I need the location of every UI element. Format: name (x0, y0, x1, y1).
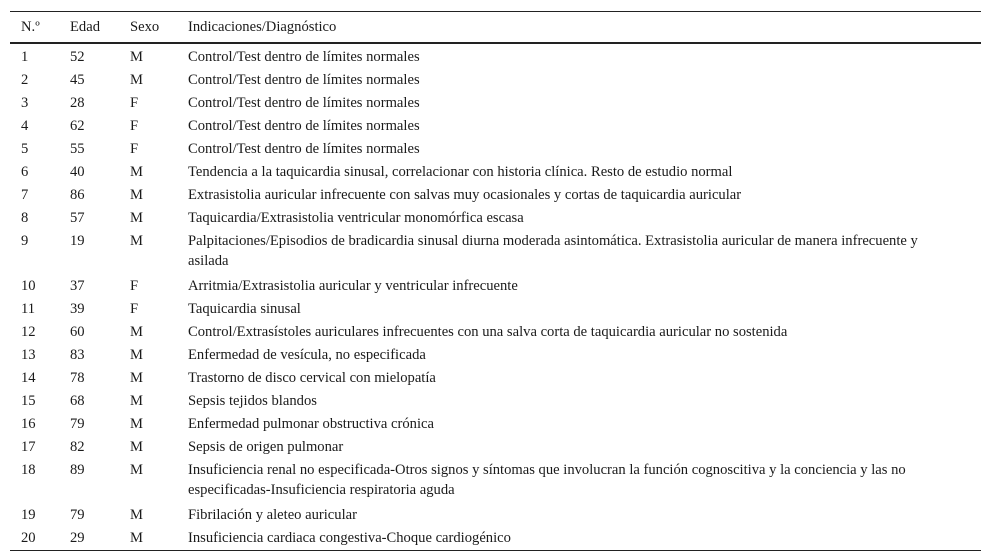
diagnostico-text: Control/Test dentro de límites normales (188, 95, 420, 111)
diagnostico-text: Control/Test dentro de límites normales (188, 49, 420, 65)
cell-diagnostico (188, 207, 981, 230)
diagnostico-text: Enfermedad de vesícula, no especificada (188, 347, 426, 363)
cell-diagnostico (188, 230, 981, 275)
diagnostico-text: Arritmia/Extrasistolia auricular y ventricular infrecuente (188, 278, 518, 294)
cell-edad: 37 (70, 278, 85, 294)
cell-edad: 79 (70, 507, 85, 523)
cell-sexo: F (130, 95, 139, 111)
cell-diagnostico (188, 459, 981, 504)
table-row (10, 390, 981, 413)
cell-num: 5 (21, 141, 29, 157)
cell-diagnostico (188, 115, 981, 138)
cell-sexo: M (130, 210, 143, 226)
cell-num: 13 (21, 347, 36, 363)
table-row (10, 504, 981, 527)
cell-sexo: M (130, 439, 143, 455)
patients-table (10, 11, 981, 551)
cell-num: 6 (21, 164, 29, 180)
table-row (10, 367, 981, 390)
diagnostico-text: Extrasistolia auricular infrecuente con salvas muy ocasionales y cortas de taquicardia auricular (188, 187, 742, 203)
cell-diagnostico (188, 321, 981, 344)
table-row (10, 344, 981, 367)
patients-table-container (10, 11, 981, 551)
cell-sexo: M (130, 370, 143, 386)
diagnostico-text: Taquicardia/Extrasistolia ventricular monomórfica escasa (188, 210, 524, 226)
cell-sexo: F (130, 141, 139, 157)
cell-edad: 40 (70, 164, 85, 180)
cell-num: 2 (21, 72, 29, 88)
table-row (10, 275, 981, 298)
table-row (10, 459, 981, 504)
cell-edad: 29 (70, 530, 85, 546)
cell-sexo: M (130, 233, 143, 249)
diagnostico-text: Tendencia a la taquicardia sinusal, correlacionar con historia clínica. Resto de estudio normal (188, 164, 733, 180)
cell-sexo: M (130, 393, 143, 409)
cell-sexo: F (130, 118, 139, 134)
cell-diagnostico (188, 69, 981, 92)
table-body (10, 43, 981, 551)
table-row (10, 69, 981, 92)
cell-sexo: M (130, 164, 143, 180)
cell-num: 3 (21, 95, 29, 111)
cell-diagnostico (188, 275, 981, 298)
cell-num: 9 (21, 233, 29, 249)
cell-num: 19 (21, 507, 36, 523)
header-sexo: Sexo (130, 19, 160, 35)
diagnostico-text: Fibrilación y aleteo auricular (188, 507, 357, 523)
cell-diagnostico (188, 527, 981, 551)
cell-diagnostico (188, 367, 981, 390)
table-row (10, 413, 981, 436)
table-row (10, 298, 981, 321)
header-diagnostico: Indicaciones/Diagnóstico (188, 19, 337, 35)
cell-num: 1 (21, 49, 29, 65)
cell-edad: 52 (70, 49, 85, 65)
cell-num: 15 (21, 393, 36, 409)
cell-sexo: M (130, 187, 143, 203)
cell-sexo: M (130, 72, 143, 88)
diagnostico-text: Sepsis tejidos blandos (188, 393, 317, 409)
cell-edad: 60 (70, 324, 85, 340)
diagnostico-text: Taquicardia sinusal (188, 301, 301, 317)
cell-edad: 89 (70, 462, 85, 478)
cell-diagnostico (188, 413, 981, 436)
cell-diagnostico (188, 43, 981, 69)
cell-sexo: F (130, 278, 139, 294)
cell-edad: 45 (70, 72, 85, 88)
cell-num: 14 (21, 370, 36, 386)
cell-edad: 28 (70, 95, 85, 111)
cell-num: 20 (21, 530, 36, 546)
cell-num: 12 (21, 324, 36, 340)
cell-edad: 62 (70, 118, 85, 134)
cell-diagnostico (188, 298, 981, 321)
cell-diagnostico (188, 504, 981, 527)
cell-edad: 68 (70, 393, 85, 409)
table-row (10, 184, 981, 207)
table-row (10, 43, 981, 69)
diagnostico-text: Control/Test dentro de límites normales (188, 72, 420, 88)
diagnostico-text: Insuficiencia renal no especificada-Otros signos y síntomas que involucran la función cognoscitiva y la conciencia y las no especificadas-Insuficiencia respiratoria aguda (188, 462, 906, 498)
table-row (10, 115, 981, 138)
cell-diagnostico (188, 344, 981, 367)
cell-edad: 57 (70, 210, 85, 226)
cell-edad: 55 (70, 141, 85, 157)
cell-sexo: F (130, 301, 139, 317)
diagnostico-text: Sepsis de origen pulmonar (188, 439, 344, 455)
cell-diagnostico (188, 390, 981, 413)
header-edad: Edad (70, 19, 100, 35)
cell-sexo: M (130, 530, 143, 546)
cell-edad: 78 (70, 370, 85, 386)
cell-edad: 19 (70, 233, 85, 249)
cell-edad: 86 (70, 187, 85, 203)
table-row (10, 436, 981, 459)
diagnostico-text: Insuficiencia cardiaca congestiva-Choque cardiogénico (188, 530, 511, 546)
cell-sexo: M (130, 347, 143, 363)
diagnostico-text: Palpitaciones/Episodios de bradicardia sinusal diurna moderada asintomática. Extrasistolia auricular de manera infrecuente y asilada (188, 233, 918, 269)
diagnostico-text: Control/Test dentro de límites normales (188, 141, 420, 157)
cell-diagnostico (188, 436, 981, 459)
diagnostico-text: Control/Test dentro de límites normales (188, 118, 420, 134)
cell-sexo: M (130, 324, 143, 340)
cell-sexo: M (130, 416, 143, 432)
cell-num: 7 (21, 187, 29, 203)
cell-diagnostico (188, 92, 981, 115)
cell-edad: 39 (70, 301, 85, 317)
cell-num: 11 (21, 301, 36, 317)
cell-num: 4 (21, 118, 29, 134)
table-row (10, 138, 981, 161)
table-row (10, 230, 981, 275)
cell-sexo: M (130, 49, 143, 65)
diagnostico-text: Enfermedad pulmonar obstructiva crónica (188, 416, 434, 432)
cell-num: 10 (21, 278, 36, 294)
table-row (10, 207, 981, 230)
table-row (10, 92, 981, 115)
cell-sexo: M (130, 507, 143, 523)
cell-num: 8 (21, 210, 29, 226)
table-row (10, 321, 981, 344)
table-row (10, 527, 981, 551)
table-row (10, 161, 981, 184)
diagnostico-text: Control/Extrasístoles auriculares infrecuentes con una salva corta de taquicardia auricular no sostenida (188, 324, 788, 340)
table-header-row (10, 12, 981, 44)
cell-edad: 83 (70, 347, 85, 363)
cell-sexo: M (130, 462, 143, 478)
cell-num: 18 (21, 462, 36, 478)
header-num: N.º (21, 19, 40, 35)
cell-num: 17 (21, 439, 36, 455)
cell-edad: 82 (70, 439, 85, 455)
cell-diagnostico (188, 138, 981, 161)
cell-num: 16 (21, 416, 36, 432)
diagnostico-text: Trastorno de disco cervical con mielopatía (188, 370, 436, 386)
cell-diagnostico (188, 184, 981, 207)
cell-diagnostico (188, 161, 981, 184)
cell-edad: 79 (70, 416, 85, 432)
